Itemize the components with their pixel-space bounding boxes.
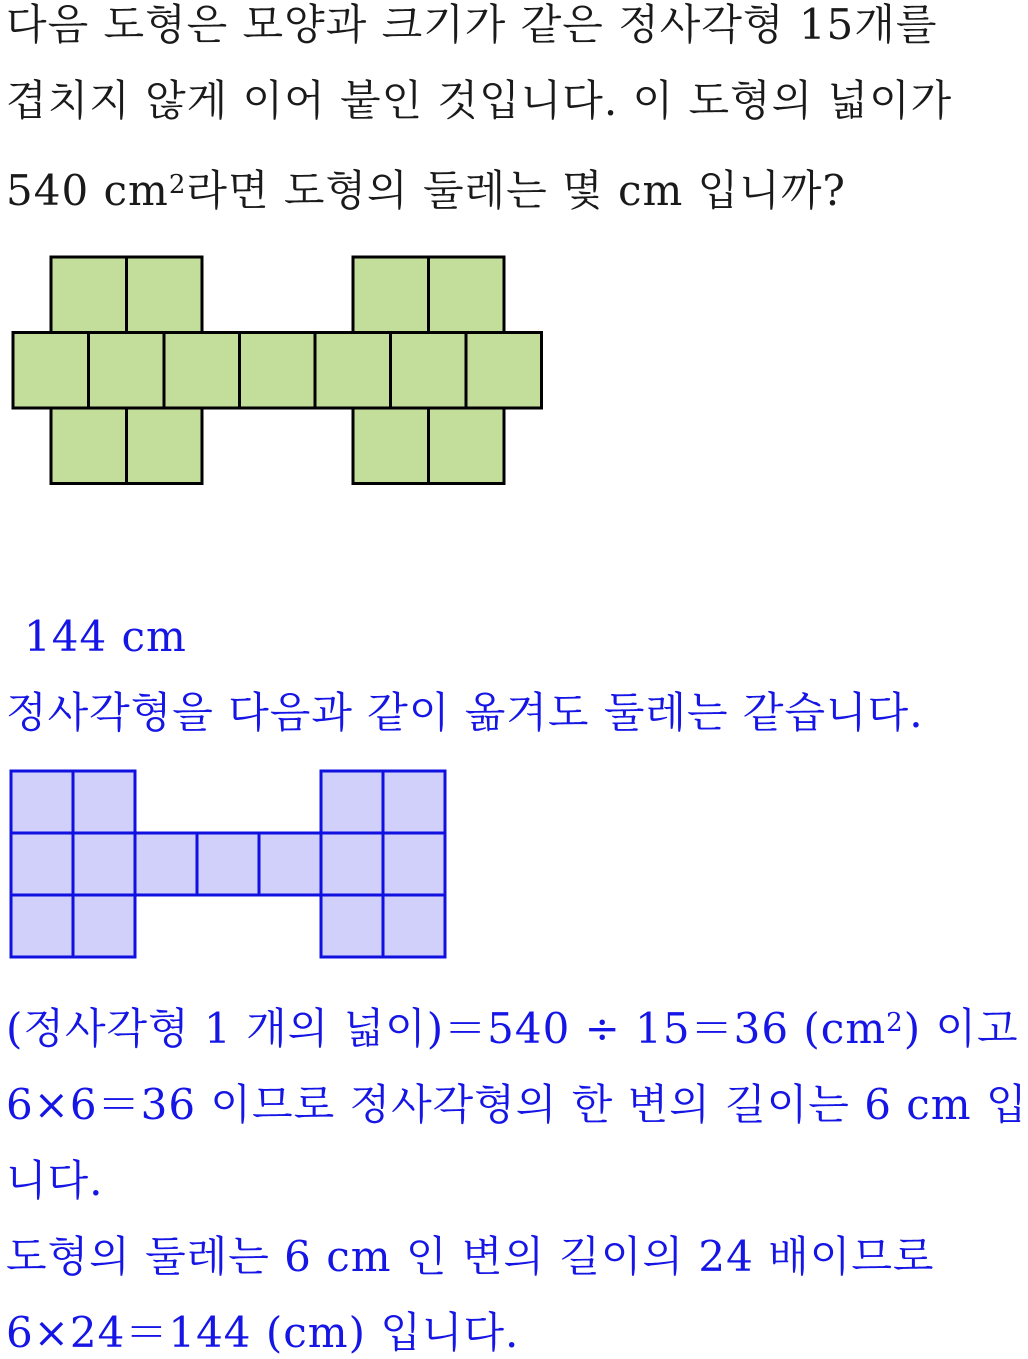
explanation-line-1: 정사각형을 다음과 같이 옮겨도 둘레는 같습니다. (6, 688, 924, 737)
unit-square (127, 257, 203, 333)
unit-square (13, 333, 89, 409)
solution-exponent: 2 (886, 1008, 904, 1038)
problem-line-3 (6, 166, 846, 216)
unit-square (73, 771, 135, 833)
unit-square (383, 833, 445, 895)
unit-square (383, 771, 445, 833)
problem-line-2: 겹치지 않게 이어 붙인 것입니다. 이 도형의 넓이가 (6, 76, 953, 125)
unit-square (89, 333, 165, 409)
unit-square (197, 833, 259, 895)
unit-square (383, 895, 445, 957)
unit-square (51, 257, 127, 333)
answer: 144 cm (24, 612, 187, 661)
unit-square (164, 333, 240, 409)
original-figure (0, 240, 560, 490)
unit-square (259, 833, 321, 895)
solution-line-2: 6×6＝36 이므로 정사각형의 한 변의 길이는 6 cm 입 (6, 1080, 1028, 1129)
solution-line-4: 도형의 둘레는 6 cm 인 변의 길이의 24 배이므로 (6, 1232, 935, 1281)
question-text: 라면 도형의 둘레는 몇 cm 입니까? (186, 166, 846, 215)
unit-square (135, 833, 197, 895)
unit-square (353, 408, 429, 484)
unit-square (321, 895, 383, 957)
unit-square (73, 833, 135, 895)
unit-square (127, 408, 203, 484)
solution-line-3: 니다. (6, 1156, 104, 1205)
solution-area-calc: (정사각형 1 개의 넓이)＝540 ÷ 15＝36 (cm (6, 1004, 887, 1053)
unit-square (429, 408, 505, 484)
unit-square (321, 833, 383, 895)
unit-square (11, 833, 73, 895)
solution-line-5: 6×24＝144 (cm) 입니다. (6, 1308, 520, 1357)
unit-square (11, 895, 73, 957)
solution-conj: ) 이고 (903, 1004, 1019, 1053)
unit-square (240, 333, 316, 409)
unit-square (429, 257, 505, 333)
problem-line-1: 다음 도형은 모양과 크기가 같은 정사각형 15개를 (6, 0, 938, 49)
unit-square (353, 257, 429, 333)
unit-square (466, 333, 542, 409)
unit-square (315, 333, 391, 409)
unit-square (51, 408, 127, 484)
unit-square (391, 333, 467, 409)
unit-square (321, 771, 383, 833)
area-exponent: 2 (168, 170, 187, 200)
unit-square (11, 771, 73, 833)
rearranged-figure (0, 760, 460, 965)
unit-square (73, 895, 135, 957)
solution-line-1 (6, 1004, 1019, 1054)
area-value: 540 cm (6, 166, 169, 215)
